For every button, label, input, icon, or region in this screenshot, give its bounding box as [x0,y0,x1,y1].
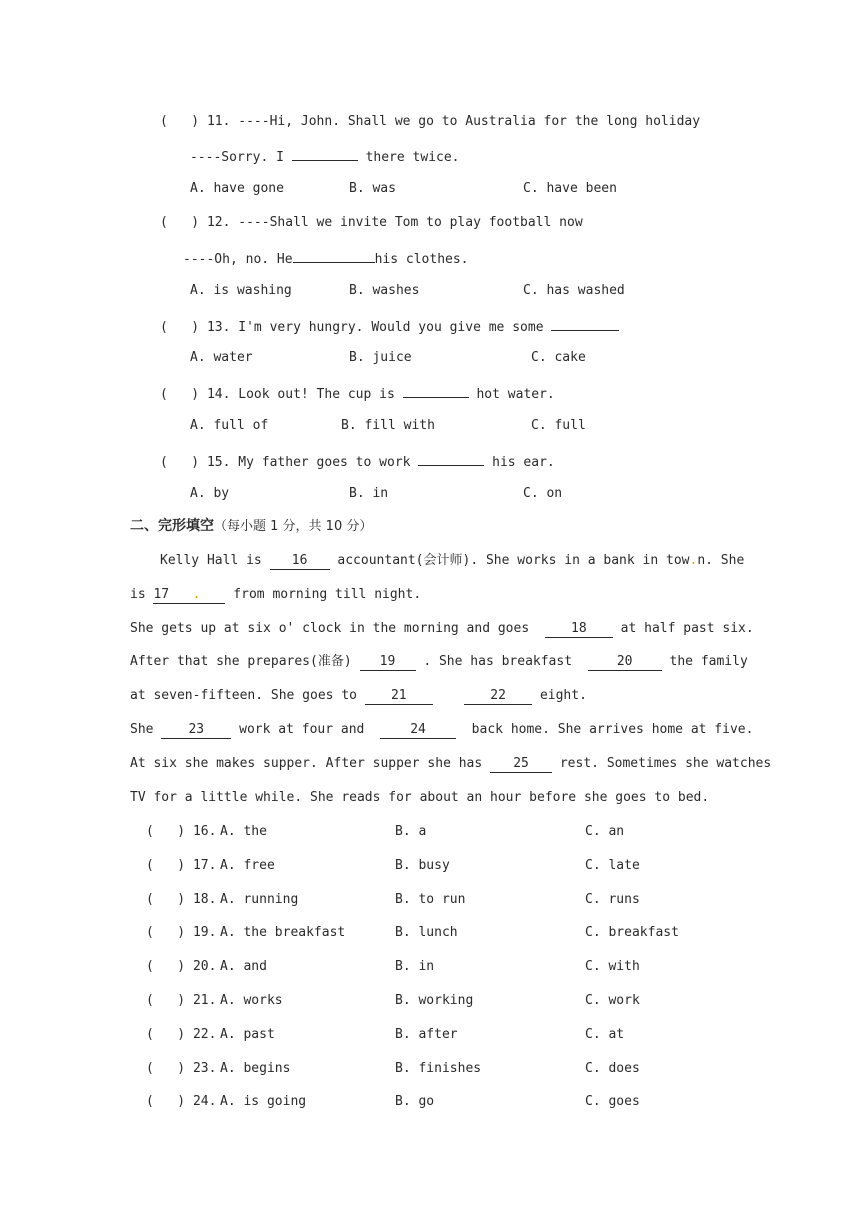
blank-17 [153,587,225,604]
cloze-question-number: ( ) 24. [146,1094,225,1109]
cloze-option-c: C. breakfast [585,925,679,940]
answer-blank [293,247,375,263]
cloze-question-number: ( ) 19. [146,925,225,940]
question-text: his ear. [484,455,555,470]
cloze-question-number: ( ) 16. [146,824,225,839]
passage-text: back home. She arrives home at five. [456,722,754,737]
cloze-option-c: C. goes [585,1094,640,1109]
passage-line-4 [130,652,748,672]
blank-18: 18 [545,621,613,638]
cloze-option-b: B. a [395,824,427,839]
cloze-option-c: C. late [585,858,640,873]
cloze-option-a: A. is going [220,1094,307,1109]
answer-blank [418,450,484,466]
cloze-option-a: A. and [220,959,267,974]
cloze-option-c: C. runs [585,892,640,907]
passage-text: At six she makes supper. After supper she has [130,756,491,771]
passage-text: the family [661,654,748,669]
cloze-option-a: A. the [220,824,267,839]
blank-19: 19 [360,654,416,671]
cloze-question-number: ( ) 21. [146,993,225,1008]
blank-25: 25 [490,756,552,773]
cloze-option-a: A. free [220,858,275,873]
question-number: ( ) 11. [160,114,239,129]
section-heading [130,516,372,536]
cloze-option-a: A. begins [220,1061,291,1076]
question-11 [160,112,700,132]
question-number: ( ) 14. [160,387,239,402]
option-a: A. have gone [190,181,284,196]
cloze-option-c: C. an [585,824,625,839]
cloze-option-b: B. to run [395,892,466,907]
cloze-option-a: A. works [220,993,283,1008]
reply-text: there twice. [357,150,460,165]
question-text: hot water. [468,387,555,402]
option-a: A. is washing [190,283,292,298]
answer-blank [403,382,469,398]
question-12-reply [183,247,469,267]
passage-line-7 [130,754,771,774]
cloze-option-b: B. go [395,1094,435,1109]
option-a: A. by [190,486,230,501]
question-text: ----Shall we invite Tom to play football now [238,215,583,230]
passage-text: Kelly Hall is [160,553,270,568]
cloze-option-b: B. finishes [395,1061,482,1076]
option-c: C. have been [523,181,617,196]
question-number: ( ) 12. [160,215,239,230]
yellow-dot: . [169,587,201,602]
passage-text: After that she prepares(准备) [130,654,360,669]
passage-text: n. She [697,553,745,568]
section-title: 二、完形填空 [130,518,214,534]
option-b: B. washes [349,283,420,298]
question-number: ( ) 13. [160,320,239,335]
option-c: C. on [523,486,563,501]
cloze-option-c: C. with [585,959,640,974]
yellow-dot: . [689,553,698,568]
cloze-option-c: C. does [585,1061,640,1076]
cloze-option-a: A. running [220,892,299,907]
question-13 [160,315,619,335]
passage-text: work at four and [231,722,381,737]
passage-line-1 [160,551,744,571]
passage-text: from morning till night. [225,587,422,602]
cloze-question-number: ( ) 20. [146,959,225,974]
question-15 [160,450,555,470]
reply-text: ----Oh, no. He [183,252,293,267]
question-number: ( ) 15. [160,455,239,470]
cloze-question-number: ( ) 17. [146,858,225,873]
blank-20: 20 [588,654,662,671]
cloze-option-b: B. in [395,959,435,974]
option-b: B. juice [349,350,412,365]
passage-text: She gets up at six o' clock in the morning and goes [130,621,545,636]
blank-24: 24 [380,722,456,739]
question-text: ----Hi, John. Shall we go to Australia for the long holiday [238,114,701,129]
option-c: C. full [531,418,586,433]
passage-line-6 [130,720,753,740]
passage-text: She [130,722,162,737]
cloze-question-number: ( ) 18. [146,892,225,907]
cloze-option-c: C. work [585,993,640,1008]
cloze-option-c: C. at [585,1027,625,1042]
blank-21: 21 [365,688,433,705]
option-c: C. cake [531,350,586,365]
question-text: I'm very hungry. Would you give me some [238,320,552,335]
cloze-option-b: B. after [395,1027,458,1042]
passage-text: eight. [532,688,587,703]
cloze-option-b: B. working [395,993,474,1008]
blank-16: 16 [270,553,330,570]
reply-text: ----Sorry. I [190,150,292,165]
option-b: B. was [349,181,396,196]
passage-text: . She has breakfast [415,654,588,669]
question-14 [160,382,555,402]
passage-line-8: TV for a little while. She reads for about an hour before she goes to bed. [130,790,710,805]
cloze-question-number: ( ) 23. [146,1061,225,1076]
reply-text: his clothes. [374,252,469,267]
cloze-question-number: ( ) 22. [146,1027,225,1042]
option-a: A. full of [190,418,269,433]
section-note: （每小题 1 分，共 10 分） [214,519,373,534]
question-11-reply [190,145,460,165]
cloze-option-a: A. past [220,1027,275,1042]
question-text: My father goes to work [238,455,419,470]
option-b: B. fill with [341,418,435,433]
blank-23: 23 [161,722,231,739]
blank-22: 22 [464,688,532,705]
blank-number: 17 [153,587,170,602]
cloze-option-a: A. the breakfast [220,925,346,940]
answer-blank [292,145,358,161]
option-c: C. has washed [523,283,625,298]
answer-blank [551,315,619,331]
passage-text: accountant(会计师). She works in a bank in tow [329,553,690,568]
passage-line-2 [130,585,421,605]
question-12 [160,213,583,233]
passage-line-3 [130,619,754,639]
passage-text: at seven-fifteen. She goes to [130,688,365,703]
passage-text: at half past six. [612,621,754,636]
question-text: Look out! The cup is [238,387,403,402]
passage-line-5 [130,686,587,706]
option-a: A. water [190,350,253,365]
passage-text: rest. Sometimes she watches [552,756,772,771]
cloze-option-b: B. lunch [395,925,458,940]
passage-text: is [130,587,154,602]
cloze-option-b: B. busy [395,858,450,873]
option-b: B. in [349,486,389,501]
